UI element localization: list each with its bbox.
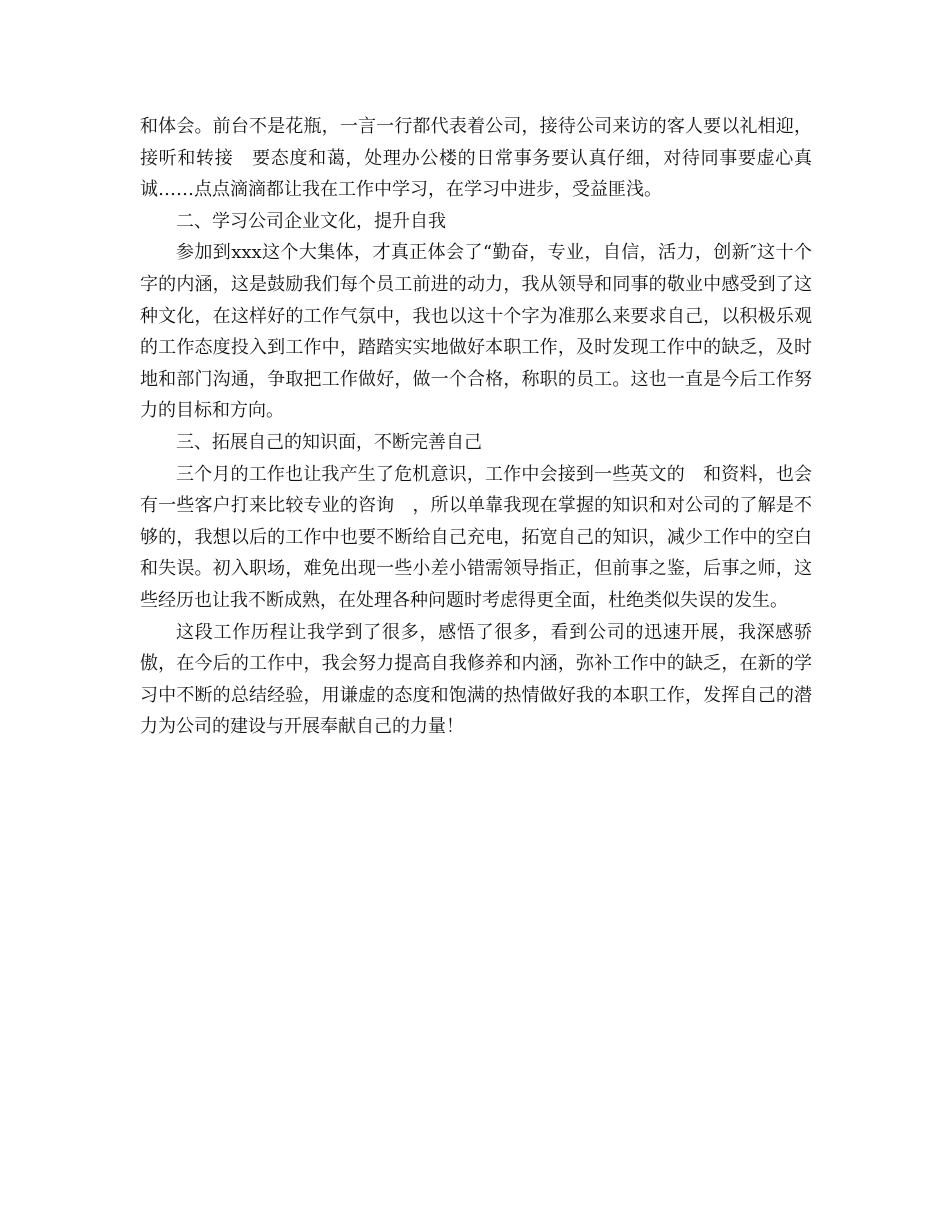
paragraph-continuation: 和体会。前台不是花瓶，一言一行都代表着公司，接待公司来访的客人要以礼相迎，接听和转接 要态度和蔼，处理办公楼的日常事务要认真仔细，对待同事要虚心真诚……点点滴滴都让我在工作中学习，在学习中进步，受益匪浅。 bbox=[140, 116, 812, 201]
paragraph-knowledge: 三个月的工作也让我产生了危机意识，工作中会接到一些英文的 和资料，也会有一些客户打来比较专业的咨询 ，所以单靠我现在掌握的知识和对公司的了解是不够的，我想以后的工作中也要不断给自己充电，拓宽自己的知识，减少工作中的空白和失误。初入职场，难免出现一些小差小错需领导指正，但前事之鉴，后事之师，这些经历也让我不断成熟，在处理各种问题时考虑得更全面，杜绝类似失误的发生。 bbox=[140, 463, 812, 611]
paragraph-culture: 参加到xxx这个大集体，才真正体会了“勤奋，专业，自信，活力，创新″这十个字的内涵，这是鼓励我们每个员工前进的动力，我从领导和同事的敬业中感受到了这种文化，在这样好的工作气氛中，我也以这十个字为准那么来要求自己，以积极乐观的工作态度投入到工作中，踏踏实实地做好本职工作，及时发现工作中的缺乏，及时地和部门沟通，争取把工作做好，做一个合格，称职的员工。这也一直是今后工作努力的目标和方向。 bbox=[140, 242, 812, 422]
section-heading-knowledge: 三、拓展自己的知识面，不断完善自己 bbox=[176, 431, 482, 453]
document-page bbox=[140, 111, 812, 743]
section-heading-culture: 二、学习公司企业文化，提升自我 bbox=[176, 210, 446, 232]
paragraph-conclusion: 这段工作历程让我学到了很多，感悟了很多，看到公司的迅速开展，我深感骄傲，在今后的工作中，我会努力提高自我修养和内涵，弥补工作中的缺乏，在新的学习中不断的总结经验，用谦虚的态度和饱满的热情做好我的本职工作，发挥自己的潜力为公司的建设与开展奉献自己的力量！ bbox=[140, 621, 812, 738]
